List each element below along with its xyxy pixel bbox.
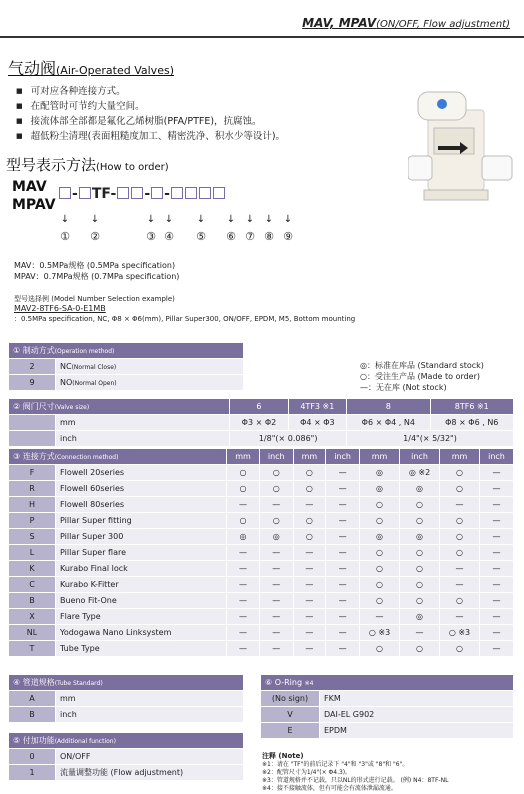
availability-cell: ○: [360, 513, 400, 529]
availability-cell: —: [479, 529, 513, 545]
table-row: [9, 481, 514, 497]
availability-cell: —: [400, 625, 440, 641]
unit-header: mm: [360, 449, 400, 465]
availability-cell: —: [293, 593, 325, 609]
connection-name: Bueno Fit-One: [56, 593, 227, 609]
availability-cell: ○: [400, 561, 440, 577]
selection-example: 型号选择例 (Model Number Selection example) MAV2-8TF6-SA-0-E1MB ：0.5MPa specification, NC, Φ8 × Φ6(mm), Pillar Super300, ON/OFF, EPDM, M5, Bottom mounting: [14, 295, 356, 323]
feature-list: [16, 84, 285, 144]
availability-cell: —: [479, 577, 513, 593]
availability-cell: —: [326, 529, 360, 545]
availability-cell: —: [479, 513, 513, 529]
code-box: [117, 187, 129, 199]
connection-name: Yodogawa Nano Linksystem: [56, 625, 227, 641]
availability-cell: ○: [227, 481, 259, 497]
availability-cell: ○: [360, 577, 400, 593]
unit-header: inch: [259, 449, 293, 465]
availability-cell: ◎: [227, 529, 259, 545]
availability-cell: ○: [227, 465, 259, 481]
availability-cell: ○: [360, 497, 400, 513]
unit-header: inch: [479, 449, 513, 465]
unit-header: mm: [440, 449, 480, 465]
availability-cell: —: [479, 625, 513, 641]
availability-cell: —: [227, 497, 259, 513]
availability-cell: ○: [400, 641, 440, 657]
availability-cell: —: [259, 497, 293, 513]
availability-cell: —: [479, 609, 513, 625]
availability-cell: —: [479, 481, 513, 497]
connection-code: T: [9, 641, 56, 657]
availability-cell: —: [326, 609, 360, 625]
availability-cell: ◎: [400, 529, 440, 545]
availability-cell: —: [326, 545, 360, 561]
connection-name: Tube Type: [56, 641, 227, 657]
arrow: ↓: [60, 214, 70, 225]
tube-standard-table: ④ 管道规格(Tube Standard) A mm B inch: [8, 674, 244, 723]
availability-cell: —: [259, 593, 293, 609]
availability-cell: —: [259, 545, 293, 561]
availability-cell: —: [259, 625, 293, 641]
code-box: [213, 187, 225, 199]
feature-item: ■ 接流体部全部都是氟化乙烯树脂(PFA/PTFE)，抗腐蚀。: [16, 114, 285, 129]
arrow: ↓: [146, 214, 156, 225]
availability-cell: —: [440, 561, 480, 577]
model-names: MAV MPAV: [12, 179, 56, 213]
order-title: 型号表示方法(How to order): [6, 156, 169, 174]
connection-code: R: [9, 481, 56, 497]
availability-cell: ○: [440, 513, 480, 529]
table-row: [9, 497, 514, 513]
code-box: [151, 187, 163, 199]
connection-code: S: [9, 529, 56, 545]
connection-name: Pillar Super 300: [56, 529, 227, 545]
code-index: ②: [90, 230, 100, 243]
availability-cell: ○: [400, 513, 440, 529]
arrow: ↓: [164, 214, 174, 225]
header-rule: [0, 36, 524, 38]
availability-cell: —: [227, 641, 259, 657]
availability-cell: ○: [440, 481, 480, 497]
availability-cell: ○: [259, 465, 293, 481]
availability-cell: —: [293, 609, 325, 625]
availability-cell: ○: [360, 561, 400, 577]
arrow: ↓: [196, 214, 206, 225]
availability-cell: ○ ※3: [360, 625, 400, 641]
availability-cell: —: [326, 641, 360, 657]
table-row: [9, 513, 514, 529]
availability-cell: ◎: [360, 529, 400, 545]
table-row: [9, 465, 514, 481]
table-row: [9, 641, 514, 657]
availability-cell: ○: [227, 513, 259, 529]
availability-cell: —: [440, 577, 480, 593]
availability-cell: —: [326, 513, 360, 529]
page-header-title: MAV, MPAV(ON/OFF, Flow adjustment): [302, 16, 510, 30]
availability-cell: —: [326, 593, 360, 609]
availability-cell: ◎: [400, 481, 440, 497]
feature-item: ■ 超低粉尘清理(表面粗糙度加工、精密洗净、积水少等设计)。: [16, 129, 285, 144]
availability-cell: —: [479, 497, 513, 513]
availability-cell: ○: [440, 641, 480, 657]
availability-cell: —: [326, 465, 360, 481]
connection-code: C: [9, 577, 56, 593]
availability-cell: ◎ ※2: [400, 465, 440, 481]
availability-cell: —: [479, 465, 513, 481]
availability-cell: ○: [360, 641, 400, 657]
availability-cell: ○: [293, 481, 325, 497]
code-box: [185, 187, 197, 199]
connection-name: Flowell 20series: [56, 465, 227, 481]
code-index: ④: [164, 230, 174, 243]
unit-header: inch: [326, 449, 360, 465]
table-row: [9, 593, 514, 609]
availability-cell: ○: [293, 513, 325, 529]
availability-cell: —: [259, 609, 293, 625]
availability-cell: ○: [293, 465, 325, 481]
connection-code: X: [9, 609, 56, 625]
arrow: ↓: [226, 214, 236, 225]
arrow: ↓: [283, 214, 293, 225]
code-index: ③: [146, 230, 156, 243]
table-row: [9, 545, 514, 561]
availability-cell: —: [479, 593, 513, 609]
availability-cell: —: [479, 545, 513, 561]
connection-name: Flowell 60series: [56, 481, 227, 497]
availability-cell: ○: [400, 497, 440, 513]
table-row: [9, 561, 514, 577]
availability-cell: —: [326, 561, 360, 577]
availability-cell: ○: [259, 513, 293, 529]
code-index: ⑤: [196, 230, 206, 243]
code-box: [59, 187, 71, 199]
availability-cell: ○: [293, 529, 325, 545]
connection-code: H: [9, 497, 56, 513]
connection-code: L: [9, 545, 56, 561]
availability-cell: ◎: [400, 609, 440, 625]
arrow: ↓: [90, 214, 100, 225]
availability-cell: ○: [259, 481, 293, 497]
availability-cell: ◎: [360, 465, 400, 481]
table-row: [9, 529, 514, 545]
availability-cell: —: [227, 545, 259, 561]
connection-name: Kurabo Final lock: [56, 561, 227, 577]
pressure-spec: MAV：0.5MPa规格 (0.5MPa specification) MPAV：0.7MPa规格 (0.7MPa specification): [14, 261, 180, 281]
availability-cell: —: [227, 577, 259, 593]
availability-cell: —: [479, 561, 513, 577]
availability-cell: ◎: [360, 481, 400, 497]
code-box: [171, 187, 183, 199]
connection-name: Pillar Super flare: [56, 545, 227, 561]
connection-code: NL: [9, 625, 56, 641]
availability-cell: —: [326, 497, 360, 513]
code-box: [79, 187, 91, 199]
availability-cell: —: [293, 577, 325, 593]
valve-size-table: ② 阀门尺寸(Valve size) 6 4TF3 ※1 8 8TF6 ※1 mm Φ3 × Φ2 Φ4 × Φ3 Φ6 × Φ4 , N4 Φ8 × Φ6 , N6 inch 1/8"(× 0.086") 1/4"(× 5/32"): [8, 398, 514, 447]
availability-cell: —: [259, 561, 293, 577]
operation-table: ① 制动方式(Operation method) 2 NC(Normal Close) 9 NO(Normal Open): [8, 342, 244, 391]
availability-cell: —: [293, 641, 325, 657]
connection-table: ③ 连接方式(Connection method) mm inch mm inch mm inch mm inch F Flowell 20series ○ ○ ○ — ◎ ◎ ※2 ○ — R Flowell 60series ○ ○ ○ — ◎ ◎ ○ — H Flowell 80series — — — — ○ ○ — — P Pillar Super fitting ○ ○ ○ — ○ ○ ○ — S Pillar Super 300 ◎ ◎ ○ — ◎ ◎ ○ — L Pillar Super flare — — — — ○ ○ ○ — K Kurabo Final lock — — — — ○ ○ — — C Kurabo K-Fitter — — — — ○ ○ — — B Bueno Fit-One — — — — ○ ○ ○ — X Flare Type — — — — — ◎ — — NL Yodogawa Nano Linksystem — — — — ○ ※3 — ○ ※3 — T Tube Type — — — — ○ ○ ○ —: [8, 448, 514, 657]
availability-cell: —: [293, 545, 325, 561]
connection-code: B: [9, 593, 56, 609]
connection-code: P: [9, 513, 56, 529]
availability-cell: —: [227, 561, 259, 577]
code-box: [199, 187, 211, 199]
unit-header: mm: [293, 449, 325, 465]
availability-cell: —: [360, 609, 400, 625]
availability-cell: ○: [440, 545, 480, 561]
stock-legend: ◎：标准在库品 (Standard stock) ○：受注生产品 (Made to order) —：无在库 (Not stock): [360, 361, 484, 392]
valve-photo: [408, 70, 524, 210]
availability-cell: —: [326, 577, 360, 593]
model-code-pattern: - TF- - -: [58, 186, 226, 202]
availability-cell: —: [293, 625, 325, 641]
availability-cell: ○: [360, 545, 400, 561]
connection-name: Kurabo K-Fitter: [56, 577, 227, 593]
unit-header: mm: [227, 449, 259, 465]
function-table: ⑤ 付加功能(Additional function) 0 ON/OFF 1 流量调整功能 (Flow adjustment): [8, 732, 244, 781]
code-index: ⑦: [245, 230, 255, 243]
availability-cell: —: [440, 497, 480, 513]
availability-cell: —: [479, 641, 513, 657]
availability-cell: ○: [440, 529, 480, 545]
code-box: [131, 187, 143, 199]
availability-cell: —: [259, 641, 293, 657]
connection-name: Flare Type: [56, 609, 227, 625]
table-row: [9, 577, 514, 593]
code-index: ⑧: [264, 230, 274, 243]
connection-name: Flowell 80series: [56, 497, 227, 513]
unit-header: inch: [400, 449, 440, 465]
availability-cell: ○: [400, 577, 440, 593]
product-title: 气动阀(Air-Operated Valves): [8, 59, 174, 78]
connection-code: F: [9, 465, 56, 481]
availability-cell: ○: [400, 545, 440, 561]
availability-cell: —: [293, 497, 325, 513]
availability-cell: ○: [400, 593, 440, 609]
availability-cell: —: [293, 561, 325, 577]
availability-cell: —: [259, 577, 293, 593]
table-row: [9, 609, 514, 625]
connection-name: Pillar Super fitting: [56, 513, 227, 529]
notes: 注释 (Note) ※1：请在 "TF"的前后记录下 "4"和 "3"或 "8"和 "6"。 ※2：配管尺寸为1/4"(× Φ4.3)。 ※3：管道规格并不记载，只以NL的形式进行记载。 (例) N4：8TF-NL ※4：接不接触流体，但有可能会有流体泄漏流通。: [262, 752, 449, 792]
arrow: ↓: [264, 214, 274, 225]
code-index: ①: [60, 230, 70, 243]
arrow: ↓: [245, 214, 255, 225]
availability-cell: ○: [440, 593, 480, 609]
oring-table: ⑥ O-Ring ※4 (No sign) FKM V DAI-EL G902 E EPDM: [260, 674, 514, 739]
feature-item: ■ 可对应各种连接方式。: [16, 84, 285, 99]
availability-cell: —: [440, 609, 480, 625]
availability-cell: —: [227, 609, 259, 625]
availability-cell: —: [227, 625, 259, 641]
availability-cell: ◎: [259, 529, 293, 545]
feature-item: ■ 在配管时可节约大量空间。: [16, 99, 285, 114]
connection-code: K: [9, 561, 56, 577]
availability-cell: —: [326, 481, 360, 497]
code-index: ⑨: [283, 230, 293, 243]
availability-cell: ○: [360, 593, 400, 609]
code-index: ⑥: [226, 230, 236, 243]
table-row: [9, 625, 514, 641]
availability-cell: —: [227, 593, 259, 609]
availability-cell: ○ ※3: [440, 625, 480, 641]
availability-cell: —: [326, 625, 360, 641]
availability-cell: ○: [440, 465, 480, 481]
